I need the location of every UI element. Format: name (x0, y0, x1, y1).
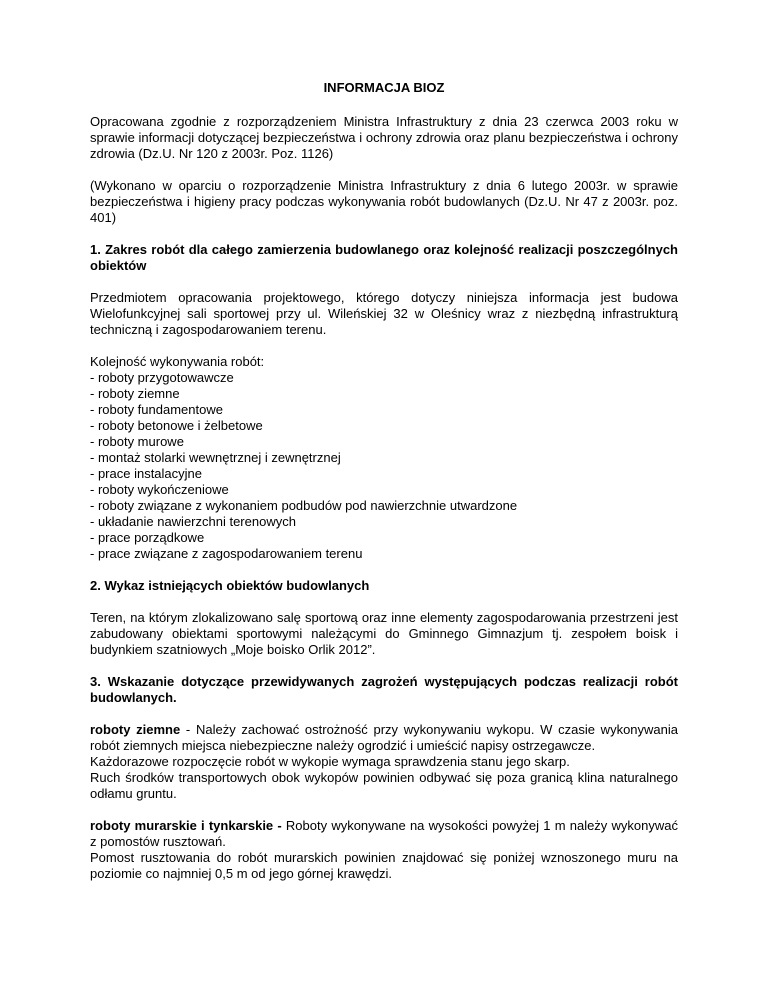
list-item: - roboty fundamentowe (90, 402, 223, 417)
list-item: - prace porządkowe (90, 530, 205, 545)
list-item: - roboty związane z wykonaniem podbudów pod nawierzchnie utwardzone (90, 498, 518, 513)
section-1-heading: 1. Zakres robót dla całego zamierzenia budowlanego oraz kolejność realizacji poszczególnych obiektów (90, 242, 678, 273)
section-2-paragraph: Teren, na którym zlokalizowano salę sportową oraz inne elementy zagospodarowania przestrzeni jest zabudowany obiektami sportowymi należącymi do Gminnego Gimnazjum tj. zespołem boisk i budynkiem szatniowych „Moje boisko Orlik 2012”. (90, 610, 678, 657)
work-order-block (90, 354, 678, 562)
work-order-label: Kolejność wykonywania robót: (90, 354, 265, 369)
earthworks-label: roboty ziemne (90, 722, 181, 737)
intro-paragraph: Opracowana zgodnie z rozporządzeniem Ministra Infrastruktury z dnia 23 czerwca 2003 roku w sprawie informacji dotyczącej bezpieczeństwa i ochrony zdrowia oraz planu bezpieczeństwa i ochrony zdrowia (Dz.U. Nr 120 z 2003r. Poz. 1126) (90, 114, 678, 161)
section-2-heading: 2. Wykaz istniejących obiektów budowlanych (90, 578, 370, 593)
masonry-block (90, 818, 678, 882)
list-item: - prace instalacyjne (90, 466, 202, 481)
document-content (90, 80, 678, 898)
legal-basis-paragraph: (Wykonano w oparciu o rozporządzenie Ministra Infrastruktury z dnia 6 lutego 2003r. w sprawie bezpieczeństwa i higieny pracy podczas wykonywania robót budowlanych (Dz.U. Nr 47 z 2003r. poz. 401) (90, 178, 678, 225)
list-item: - prace związane z zagospodarowaniem terenu (90, 546, 363, 561)
earthworks-line-2: Każdorazowe rozpoczęcie robót w wykopie wymaga sprawdzenia stanu jego skarp. (90, 754, 570, 769)
masonry-label: roboty murarskie i tynkarskie - (90, 818, 282, 833)
masonry-text: Roboty wykonywane na wysokości powyżej 1 m należy wykonywać z pomostów rusztowań. (90, 818, 678, 849)
list-item: - układanie nawierzchni terenowych (90, 514, 296, 529)
document-title: INFORMACJA BIOZ (323, 80, 445, 95)
masonry-paragraph (90, 818, 678, 850)
list-item: - roboty ziemne (90, 386, 180, 401)
work-order-list (90, 370, 678, 562)
section-3-heading: 3. Wskazanie dotyczące przewidywanych zagrożeń występujących podczas realizacji robót budowlanych. (90, 674, 678, 705)
earthworks-text: - Należy zachować ostrożność przy wykonywaniu wykopu. W czasie wykonywania robót ziemnych miejsca niebezpieczne należy ogrodzić i umieścić napisy ostrzegawcze. (90, 722, 678, 753)
earthworks-paragraph (90, 722, 678, 754)
section-1-paragraph: Przedmiotem opracowania projektowego, którego dotyczy niniejsza informacja jest budowa Wielofunkcyjnej sali sportowej przy ul. Wileńskiej 32 w Oleśnicy wraz z niezbędną infrastrukturą techniczną i zagospodarowaniem terenu. (90, 290, 678, 337)
list-item: - roboty wykończeniowe (90, 482, 229, 497)
list-item: - roboty przygotowawcze (90, 370, 234, 385)
earthworks-line-3: Ruch środków transportowych obok wykopów powinien odbywać się poza granicą klina naturalnego odłamu gruntu. (90, 770, 678, 801)
earthworks-block (90, 722, 678, 802)
masonry-line-2: Pomost rusztowania do robót murarskich powinien znajdować się poniżej wznoszonego muru na poziomie co najmniej 0,5 m od jego górnej krawędzi. (90, 850, 678, 881)
list-item: - roboty betonowe i żelbetowe (90, 418, 263, 433)
list-item: - roboty murowe (90, 434, 184, 449)
list-item: - montaż stolarki wewnętrznej i zewnętrznej (90, 450, 341, 465)
